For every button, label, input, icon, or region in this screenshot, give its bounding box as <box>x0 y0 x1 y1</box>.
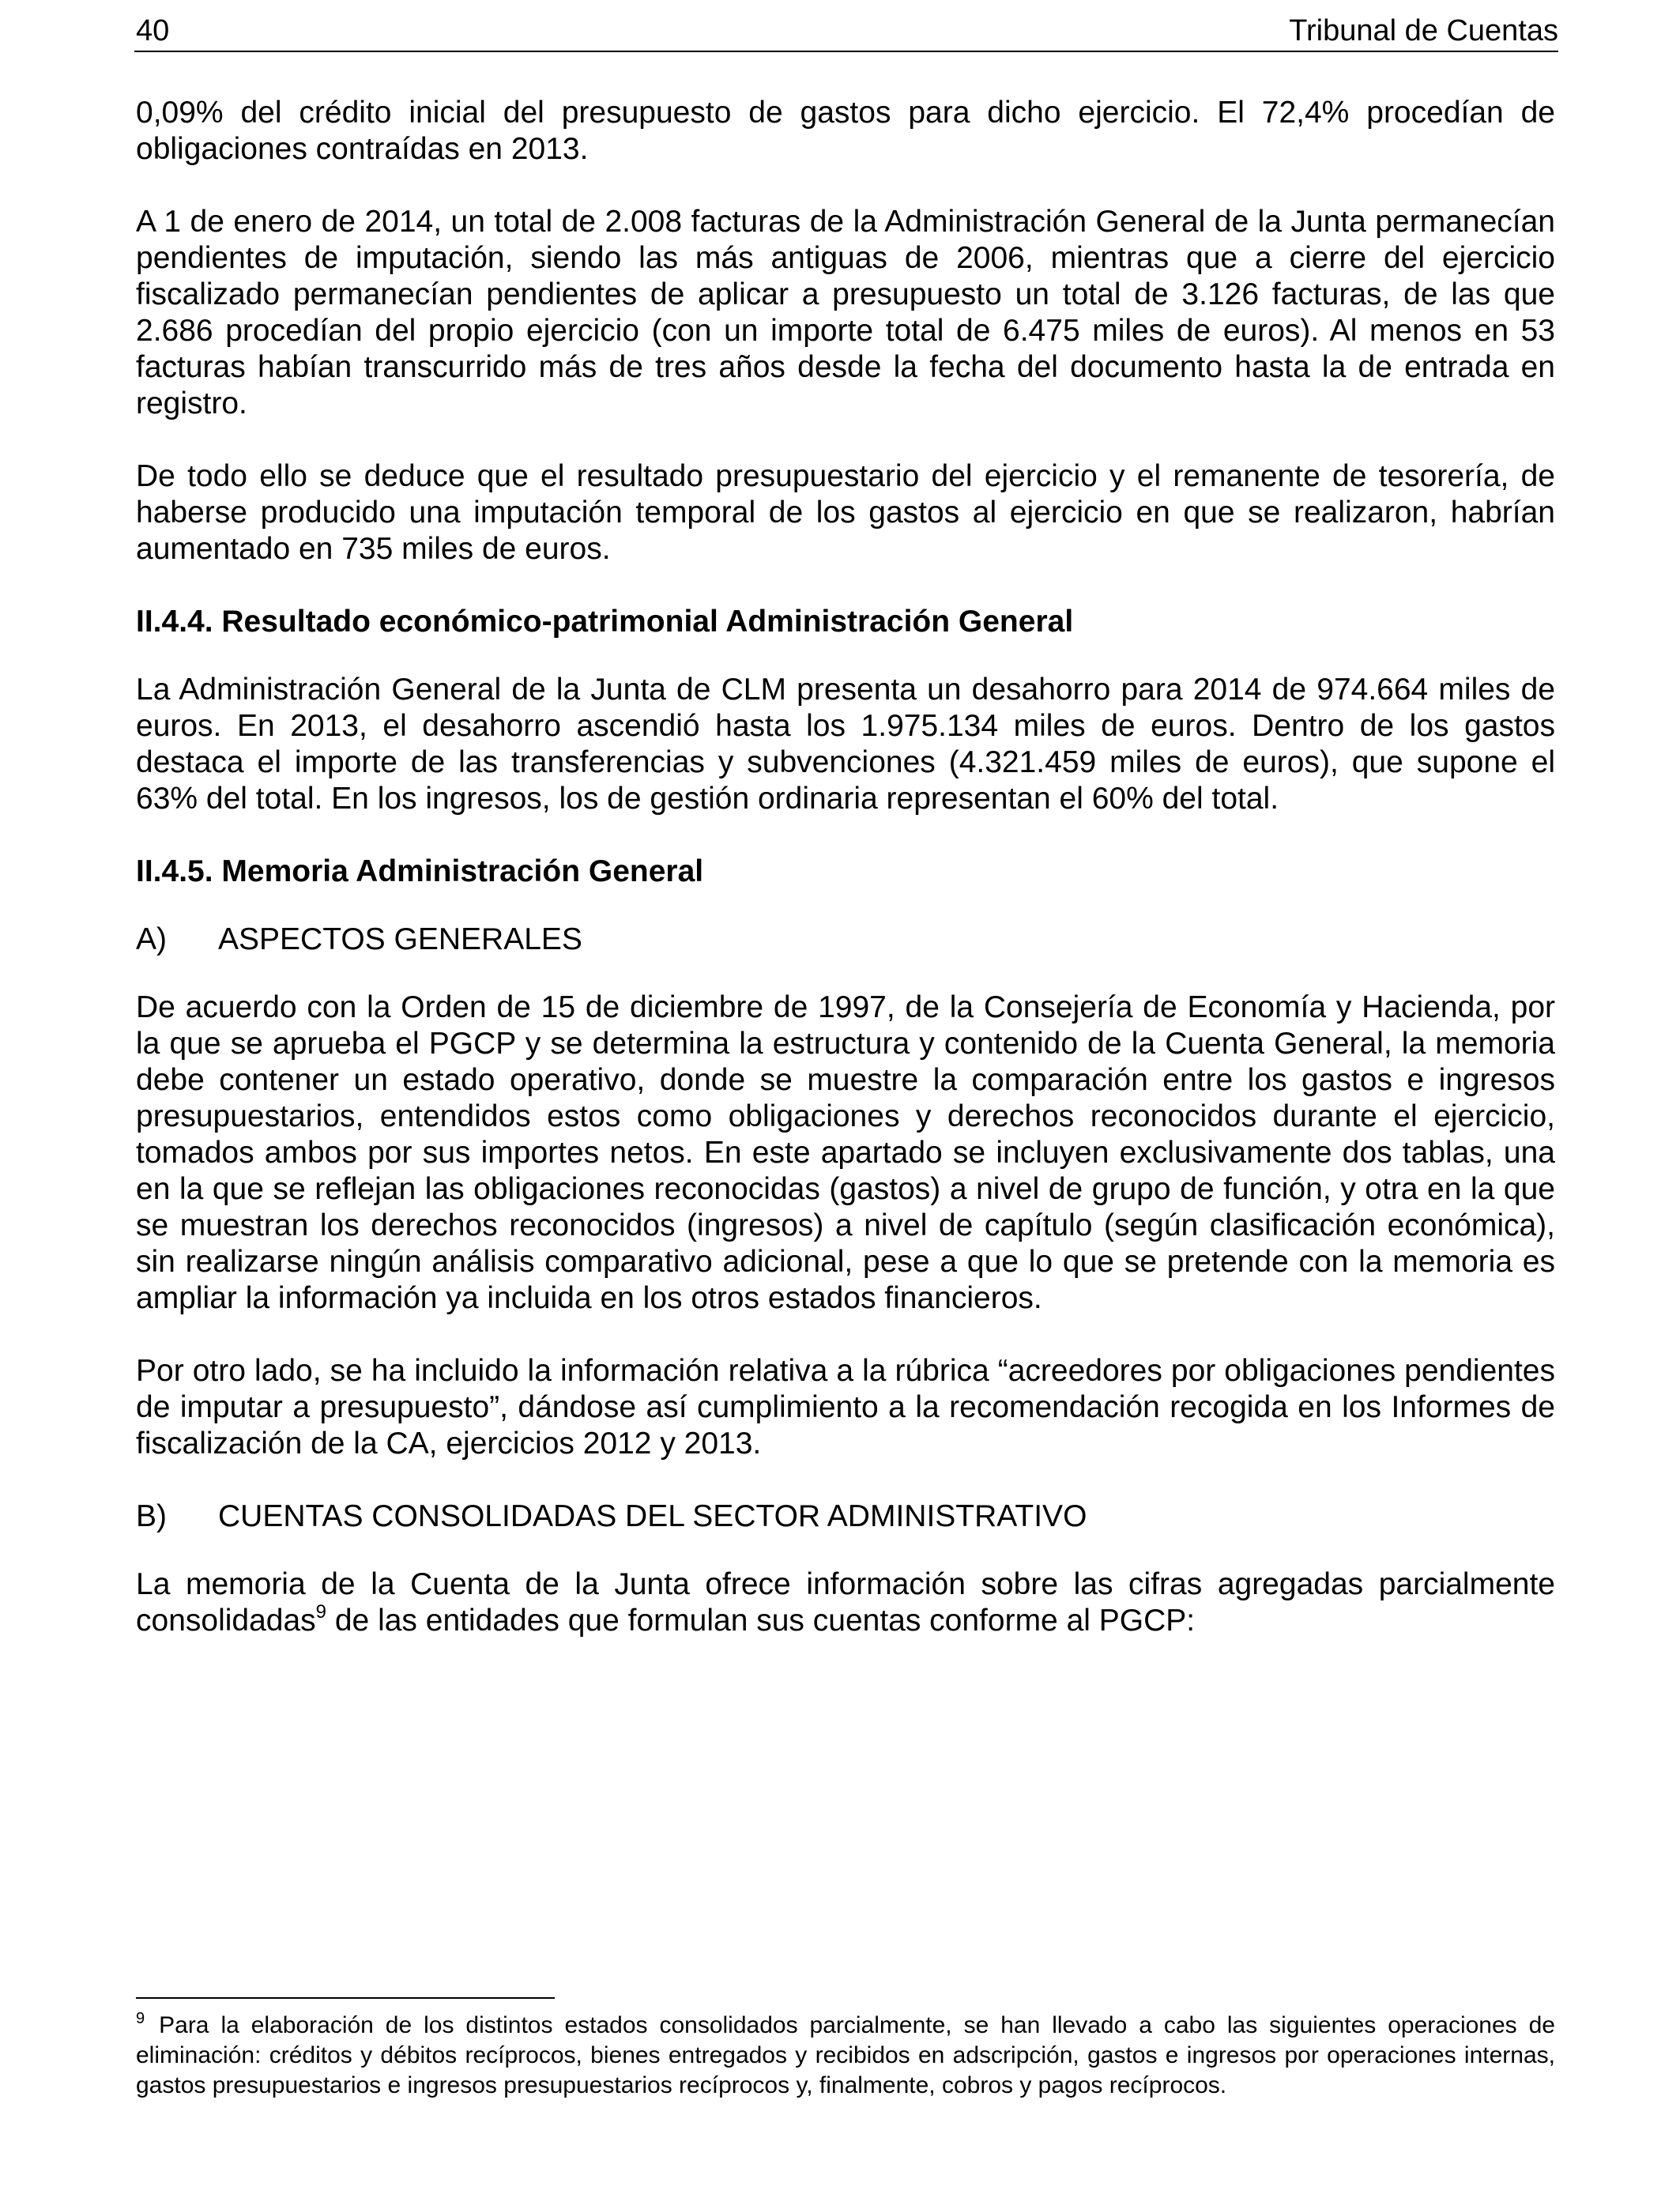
running-title: Tribunal de Cuentas <box>1289 14 1558 47</box>
paragraph-pending-invoices: A 1 de enero de 2014, un total de 2.008 facturas de la Administración General de la Junta permanecían pendientes de imputación, siendo las más antiguas de 2006, mientras que a cierre del ejercicio fiscalizado permanecían pendientes de aplicar a presupuesto un total de 3.126 facturas, de las que 2.686 procedían del propio ejercicio (con un importe total de 6.475 miles de euros). Al menos en 53 facturas habían transcurrido más de tres años desde la fecha del documento hasta la de entrada en registro. <box>136 205 1555 420</box>
subheading-cuentas-consolidadas <box>136 1498 1555 1535</box>
paragraph-memoria-cuenta <box>136 1566 1555 1639</box>
paragraph-text: de las entidades que formulan sus cuentas conforme al PGCP: <box>326 1604 1196 1638</box>
subheading-letter: A) <box>136 922 167 956</box>
subheading-letter: B) <box>136 1499 167 1533</box>
paragraph-desahorro: La Administración General de la Junta de CLM presenta un desahorro para 2014 de 974.664 miles de euros. En 2013, el desahorro ascendió hasta los 1.975.134 miles de euros. Dentro de los gastos destaca el importe de las transferencias y subvenciones (4.321.459 miles de euros), que supone el 63% del total. En los ingresos, los de gestión ordinaria representan el 60% del total. <box>136 673 1555 816</box>
paragraph-text: La memoria de la Cuenta de la Junta ofrece información sobre las cifras agregadas parcialmente consolidadas <box>136 1567 1555 1638</box>
page-body <box>136 95 1555 1676</box>
page-number: 40 <box>136 14 170 47</box>
section-heading-memoria: II.4.5. Memoria Administración General <box>136 854 704 888</box>
paragraph-acreedores: Por otro lado, se ha incluido la información relativa a la rúbrica “acreedores por obligaciones pendientes de imputar a presupuesto”, dándose así cumplimiento a la recomendación recogida en los Informes de fiscalización de la CA, ejercicios 2012 y 2013. <box>136 1354 1555 1461</box>
footnote-reference[interactable]: 9 <box>315 1601 327 1623</box>
footnote-separator <box>136 1997 555 1999</box>
page-header <box>134 11 1558 52</box>
footnote-number: 9 <box>136 2010 145 2027</box>
footnote-text: Para la elaboración de los distintos estados consolidados parcialmente, se han llevado a cabo las siguientes operaciones de eliminación: créditos y débitos recíprocos, bienes entregados y recibidos en adscripción, gastos e ingresos por operaciones internas, gastos presupuestarios e ingresos presupuestarios recíprocos y, finalmente, cobros y pagos recíprocos. <box>136 2012 1555 2098</box>
paragraph-budget-result: De todo ello se deduce que el resultado presupuestario del ejercicio y el remanente de tesorería, de haberse producido una imputación temporal de los gastos al ejercicio en que se realizaron, habrían aumentado en 735 miles de euros. <box>136 459 1555 566</box>
section-heading-economic-result: II.4.4. Resultado económico-patrimonial Administración General <box>136 605 1074 639</box>
subheading-aspectos-generales <box>136 922 1555 958</box>
footnote <box>136 2011 1555 2101</box>
paragraph-orden-1997: De acuerdo con la Orden de 15 de diciembre de 1997, de la Consejería de Economía y Hacienda, por la que se aprueba el PGCP y se determina la estructura y contenido de la Cuenta General, la memoria debe contener un estado operativo, donde se muestre la comparación entre los gastos e ingresos presupuestarios, entendidos estos como obligaciones y derechos reconocidos durante el ejercicio, tomados ambos por sus importes netos. En este apartado se incluyen exclusivamente dos tablas, una en la que se reflejan las obligaciones reconocidas (gastos) a nivel de grupo de función, y otra en la que se muestran los derechos reconocidos (ingresos) a nivel de capítulo (según clasificación económica), sin realizarse ningún análisis comparativo adicional, pese a que lo que se pretende con la memoria es ampliar la información ya incluida en los otros estados financieros. <box>136 990 1555 1315</box>
paragraph-credit-percentage: 0,09% del crédito inicial del presupuesto de gastos para dicho ejercicio. El 72,4% procedían de obligaciones contraídas en 2013. <box>136 96 1555 166</box>
subheading-title: ASPECTOS GENERALES <box>218 922 582 956</box>
subheading-title: CUENTAS CONSOLIDADAS DEL SECTOR ADMINISTRATIVO <box>218 1499 1087 1533</box>
